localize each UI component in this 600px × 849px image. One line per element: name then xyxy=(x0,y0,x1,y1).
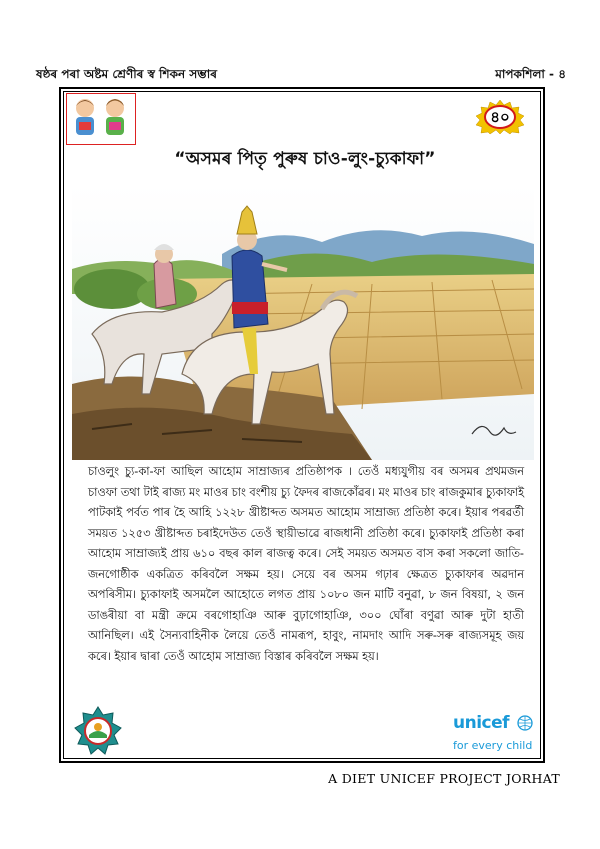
unicef-name: unicef xyxy=(453,713,510,733)
page-number-badge xyxy=(474,99,526,135)
kids-reading-icon xyxy=(66,93,136,145)
unicef-globe-icon xyxy=(517,715,533,731)
page-number: ৪০ xyxy=(490,108,510,126)
header-module-number: মাপকশিলা - ৪ xyxy=(495,67,566,81)
diet-emblem-icon xyxy=(72,705,124,757)
page-title: “অসমৰ পিতৃ পুৰুষ চাও-লুং-চ্যুকাফা” xyxy=(174,149,436,169)
story-paragraph: চাওলুং চ্যু-কা-ফা আছিল আহোম সাম্ৰাজ্যৰ প্ৰতিষ্ঠাপক । তেওঁ মধ্যযুগীয় বৰ অসমৰ প্ৰথমজন চাওফা তথা টাই ৰাজ্য মং মাওৰ চাং বংশীয় চ্যু ফৈদৰ ৰাজকোঁৱৰ। মং মাওৰ চাং ৰাজকুমাৰ চ্যুকাফাই পাটকাই পৰ্বত পাৰ হৈ আহি ১২২৮ খ্ৰীষ্টাব্দত অসমত আহোম সাম্ৰাজ্য প্ৰতিষ্ঠা কৰে। ইয়াৰ পৰৱৰ্তী সময়ত ১২৫৩ খ্ৰীষ্টাব্দত চৰাইদেউত তেওঁ স্থায়ীভাৱে ৰাজধানী প্ৰতিষ্ঠা কৰে। চ্যুকাফাই প্ৰতিষ্ঠা কৰা আহোম সাম্ৰাজ্যই প্ৰায় ৬১০ বছৰ কাল ৰাজত্ব কৰে। সেই সময়ত অসমত বাস কৰা সকলো জাতি-জনগোষ্ঠীক একত্ৰিত কৰিবলৈ সক্ষম হয়। সেয়ে বৰ অসম গঢ়াৰ ক্ষেত্ৰত চ্যুকাফাৰ অৱদান অপৰিসীম। চ্যুকাফাই অসমলৈ আহোতে লগত প্ৰায় ১০৮০ জন মাটি বনুৱা, ৮ জন বিষয়া, ২ জন ডাঙৰীয়া বা মন্ত্ৰী ক্ৰমে বৰগোহাঞি আৰু বুঢ়াগোহাঞি, ৩০০ ঘোঁৰা বণুৱা আৰু দুটা হাতী আনিছিল। এই সৈন্যবাহিনীক লৈয়ে তেওঁ নামৰূপ, হাবুং, নামদাং আদি সৰু-সৰু ৰাজ্যসমূহ জয় কৰে। ইয়াৰ দ্বাৰা তেওঁ আহোম সাম্ৰাজ্য বিস্তাৰ কৰিবলৈ সক্ষম হয়। xyxy=(88,465,524,663)
horse-riders-illustration xyxy=(72,184,534,460)
page-header xyxy=(36,66,566,88)
unicef-logo xyxy=(451,713,537,761)
unicef-tagline: for every child xyxy=(453,739,533,752)
header-series-title: ষষ্ঠৰ পৰা অষ্টম শ্ৰেণীৰ স্ব শিকন সম্ভাৰ xyxy=(36,67,217,81)
footer-project-name: A DIET UNICEF PROJECT JORHAT xyxy=(328,771,560,786)
